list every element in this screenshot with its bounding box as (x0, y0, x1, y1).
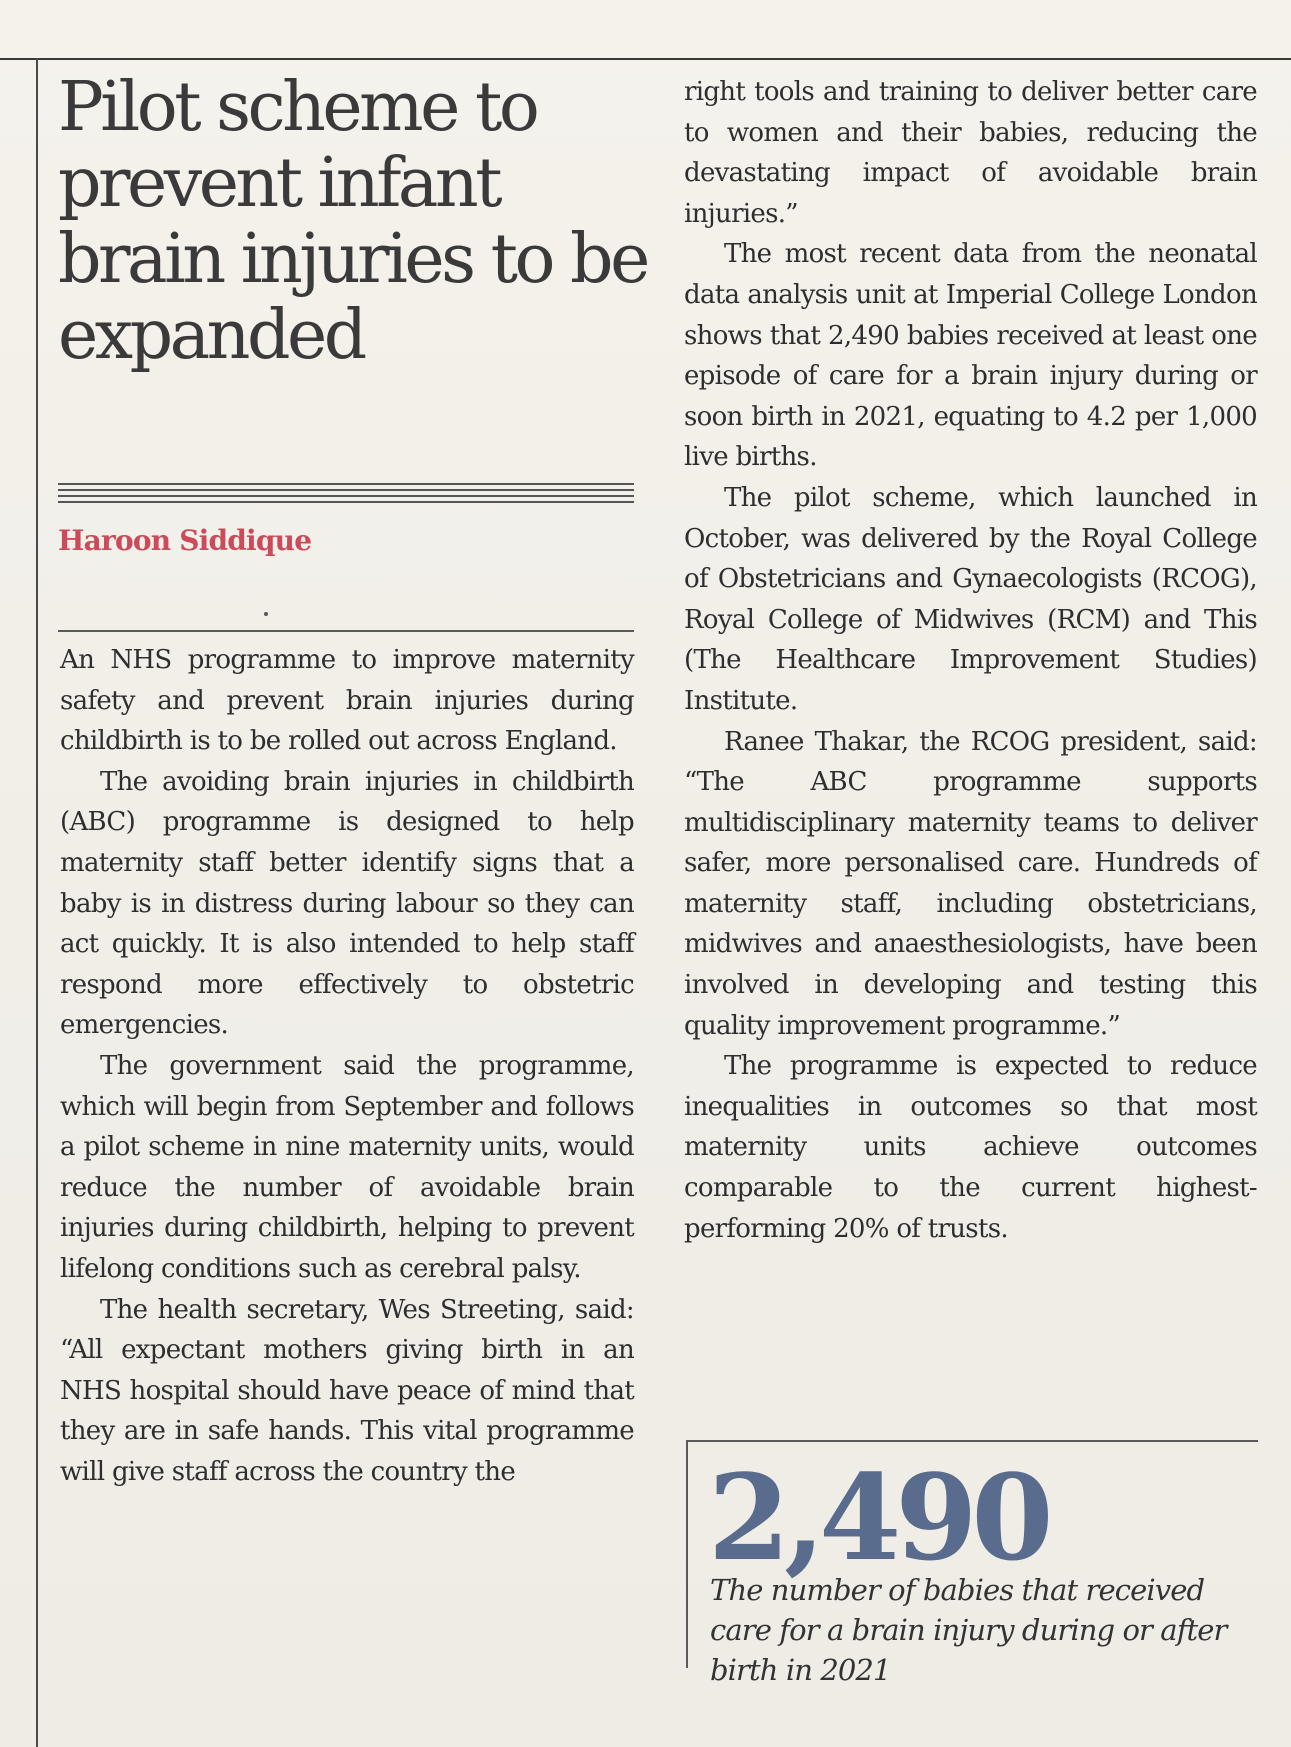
paragraph: The most recent data from the neonatal data analysis unit at Imperial College London shows that 2,490 babies received at least one episode of care for a brain injury during or soon birth in 2021, equating to 4.2 per 1,000 live births. (684, 239, 1257, 473)
paragraph: right tools and training to deliver better care to women and their babies, reducing the devastating impact of avoidable brain injuries.” (684, 77, 1257, 229)
factbox-number: 2,490 (708, 1448, 1048, 1587)
paragraph: The health secretary, Wes Streeting, said: “All expectant mothers giving birth in an NHS hospital should have peace of mind that they are in safe hands. This vital programme will give staff across the country the (60, 1294, 634, 1487)
paragraph: Ranee Thakar, the RCOG president, said: “The ABC programme supports multidisciplinary maternity teams to deliver safer, more personalised care. Hundreds of maternity staff, including obstetricians, midwives and anaesthesiologists, have been involved in developing and testing this quality improvement programme.” (684, 726, 1257, 1041)
factbox-top-rule (686, 1440, 1258, 1442)
paragraph: The avoiding brain injuries in childbirth (ABC) programme is designed to help maternity staff better identify signs that a baby is in distress during labour so they can act quickly. It is also intended to help staff respond more effectively to obstetric emergencies. (60, 766, 634, 1041)
factbox-caption: The number of babies that received care for a brain injury during or after birth in 2021 (710, 1573, 1227, 1687)
byline-rule (58, 630, 634, 632)
right-column (684, 72, 1257, 1249)
byline: Haroon Siddique (58, 524, 312, 557)
paragraph: The government said the programme, which will begin from September and follows a pilot scheme in nine maternity units, would reduce the number of avoidable brain injuries during childbirth, helping to prevent lifelong conditions such as cerebral palsy. (60, 1050, 634, 1284)
paragraph: The pilot scheme, which launched in October, was delivered by the Royal College of Obstetricians and Gynaecologists (RCOG), Royal College of Midwives (RCM) and This (The Healthcare Improvement Studies) Institute. (684, 482, 1257, 716)
left-column (60, 640, 634, 1492)
left-column-rule (36, 58, 38, 1747)
byline-dot (264, 612, 268, 616)
headline: Pilot scheme to prevent infant brain injuries to be expanded (58, 68, 647, 375)
paragraph: The programme is expected to reduce inequalities in outcomes so that most maternity units achieve outcomes comparable to the current highest-performing 20% of trusts. (684, 1051, 1257, 1244)
top-rule (0, 58, 1291, 60)
paragraph: An NHS programme to improve maternity safety and prevent brain injuries during childbirth is to be rolled out across England. (60, 645, 634, 757)
headline-divider (58, 483, 634, 509)
factbox-left-rule (686, 1440, 688, 1668)
